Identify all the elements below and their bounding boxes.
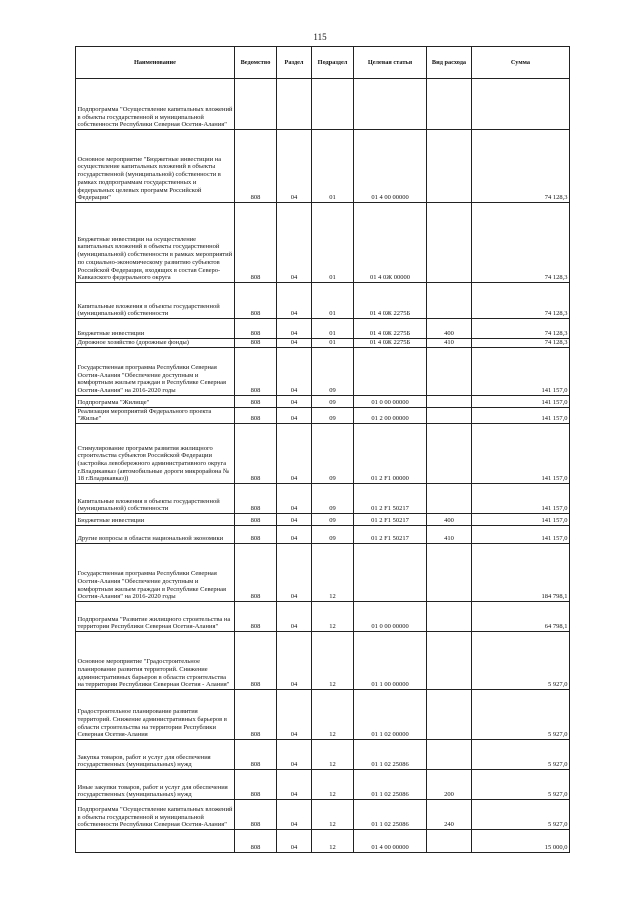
column-header-subsection: Подраздел (312, 47, 354, 79)
row-section-cell: 04 (277, 690, 312, 740)
table-row (76, 484, 570, 514)
row-sum-cell: 5 927,0 (472, 800, 570, 830)
row-subsection-cell: 12 (312, 690, 354, 740)
table-row (76, 514, 570, 526)
row-sum-cell (472, 79, 570, 130)
row-section-cell (277, 79, 312, 130)
row-name-cell: Градостроительное планирование развития территорий. Снижение административных барьеров в области строительства на территории Республики Северная Осетия-Алания (76, 690, 235, 740)
table-body (76, 79, 570, 853)
table-row (76, 800, 570, 830)
row-department-cell: 808 (235, 632, 277, 690)
row-sum-cell: 141 157,0 (472, 395, 570, 407)
row-name-cell (76, 830, 235, 853)
row-expense-type-cell (427, 79, 472, 130)
row-name-cell: Бюджетные инвестиции (76, 514, 235, 526)
row-subsection-cell: 01 (312, 130, 354, 203)
row-name-cell: Основное мероприятие "Бюджетные инвестиции на осуществление капитальных вложений в объекты государственной (муниципальной) собственности в рамках подпрограммам государственных и федеральных целевых программ Российской Федерации" (76, 130, 235, 203)
row-expense-type-cell: 240 (427, 800, 472, 830)
row-subsection-cell: 09 (312, 514, 354, 526)
row-sum-cell: 141 157,0 (472, 484, 570, 514)
row-sum-cell: 74 128,3 (472, 319, 570, 339)
row-department-cell: 808 (235, 395, 277, 407)
row-target-article-cell: 01 4 0Ж 2275Б (354, 319, 427, 339)
row-department-cell: 808 (235, 283, 277, 319)
table-row (76, 319, 570, 339)
row-name-cell: Закупка товаров, работ и услуг для обеспечения государственных (муниципальных) нужд (76, 740, 235, 770)
row-target-article-cell: 01 0 00 00000 (354, 395, 427, 407)
row-expense-type-cell (427, 407, 472, 423)
row-subsection-cell: 12 (312, 602, 354, 632)
row-sum-cell: 74 128,3 (472, 203, 570, 283)
row-department-cell: 808 (235, 514, 277, 526)
row-target-article-cell (354, 79, 427, 130)
row-subsection-cell (312, 79, 354, 130)
row-department-cell: 808 (235, 203, 277, 283)
column-header-expense-type: Вид расхода (427, 47, 472, 79)
row-target-article-cell: 01 2 F1 50217 (354, 514, 427, 526)
row-sum-cell: 141 157,0 (472, 526, 570, 544)
table-row (76, 79, 570, 130)
table-row (76, 830, 570, 853)
table-row (76, 203, 570, 283)
row-expense-type-cell (427, 283, 472, 319)
row-department-cell (235, 79, 277, 130)
table-header-row (76, 47, 570, 79)
table-row (76, 544, 570, 602)
row-sum-cell: 74 128,3 (472, 130, 570, 203)
row-section-cell: 04 (277, 770, 312, 800)
row-sum-cell: 5 927,0 (472, 690, 570, 740)
row-section-cell: 04 (277, 395, 312, 407)
row-department-cell: 808 (235, 130, 277, 203)
row-section-cell: 04 (277, 339, 312, 348)
row-department-cell: 808 (235, 347, 277, 395)
row-name-cell: Капитальные вложения в объекты государственной (муниципальной) собственности (76, 283, 235, 319)
row-target-article-cell: 01 4 0Ж 00000 (354, 203, 427, 283)
row-department-cell: 808 (235, 424, 277, 484)
row-section-cell: 04 (277, 347, 312, 395)
row-section-cell: 04 (277, 514, 312, 526)
row-subsection-cell: 12 (312, 544, 354, 602)
row-subsection-cell: 12 (312, 740, 354, 770)
row-expense-type-cell (427, 484, 472, 514)
row-subsection-cell: 01 (312, 339, 354, 348)
row-expense-type-cell (427, 740, 472, 770)
row-name-cell: Стимулирование программ развития жилищного строительства субъектов Российской Федерации (застройка левобережного административного округа г.Владикавказ (автомобильные дороги микрорайона № 18 г.Владикавказ)) (76, 424, 235, 484)
row-section-cell: 04 (277, 407, 312, 423)
row-section-cell: 04 (277, 602, 312, 632)
row-department-cell: 808 (235, 800, 277, 830)
row-target-article-cell: 01 2 00 00000 (354, 407, 427, 423)
row-subsection-cell: 12 (312, 632, 354, 690)
row-sum-cell: 5 927,0 (472, 770, 570, 800)
row-department-cell: 808 (235, 319, 277, 339)
row-target-article-cell: 01 1 00 00000 (354, 632, 427, 690)
row-subsection-cell: 09 (312, 407, 354, 423)
row-subsection-cell: 12 (312, 770, 354, 800)
row-expense-type-cell (427, 602, 472, 632)
row-section-cell: 04 (277, 484, 312, 514)
row-department-cell: 808 (235, 526, 277, 544)
row-sum-cell: 184 798,1 (472, 544, 570, 602)
row-department-cell: 808 (235, 544, 277, 602)
row-name-cell: Дорожное хозяйство (дорожные фонды) (76, 339, 235, 348)
row-target-article-cell: 01 4 00 00000 (354, 130, 427, 203)
row-target-article-cell: 01 1 02 25086 (354, 800, 427, 830)
row-target-article-cell: 01 2 F1 50217 (354, 484, 427, 514)
row-expense-type-cell (427, 544, 472, 602)
row-department-cell: 808 (235, 602, 277, 632)
row-sum-cell: 15 000,0 (472, 830, 570, 853)
row-expense-type-cell (427, 690, 472, 740)
row-sum-cell: 5 927,0 (472, 740, 570, 770)
row-expense-type-cell (427, 424, 472, 484)
row-name-cell: Подпрограмма "Осуществление капитальных вложений в объекты государственной и муниципальной собственности Республики Северная Осетия-Алания" (76, 79, 235, 130)
row-target-article-cell: 01 1 02 25086 (354, 740, 427, 770)
row-target-article-cell: 01 0 00 00000 (354, 602, 427, 632)
row-expense-type-cell: 400 (427, 319, 472, 339)
row-expense-type-cell: 200 (427, 770, 472, 800)
row-subsection-cell: 09 (312, 484, 354, 514)
row-sum-cell: 74 128,3 (472, 283, 570, 319)
table-row (76, 424, 570, 484)
row-target-article-cell: 01 2 F1 00000 (354, 424, 427, 484)
row-expense-type-cell (427, 395, 472, 407)
row-expense-type-cell (427, 632, 472, 690)
table-row (76, 347, 570, 395)
row-name-cell: Капитальные вложения в объекты государственной (муниципальной) собственности (76, 484, 235, 514)
row-department-cell: 808 (235, 484, 277, 514)
budget-table (75, 46, 570, 853)
row-sum-cell: 141 157,0 (472, 347, 570, 395)
row-department-cell: 808 (235, 339, 277, 348)
column-header-sum: Сумма (472, 47, 570, 79)
row-section-cell: 04 (277, 130, 312, 203)
row-section-cell: 04 (277, 544, 312, 602)
row-name-cell: Бюджетные инвестиции (76, 319, 235, 339)
row-sum-cell: 64 798,1 (472, 602, 570, 632)
row-target-article-cell (354, 347, 427, 395)
row-name-cell: Государственная программа Республики Северная Осетия-Алания "Обеспечение доступным и комфортным жильем граждан в Республике Северная Осетия-Алания" на 2016-2020 годы (76, 544, 235, 602)
row-section-cell: 04 (277, 319, 312, 339)
row-subsection-cell: 12 (312, 830, 354, 853)
page-number: 115 (313, 32, 327, 42)
row-sum-cell: 5 927,0 (472, 632, 570, 690)
table-row (76, 339, 570, 348)
row-subsection-cell: 09 (312, 347, 354, 395)
table-row (76, 395, 570, 407)
row-expense-type-cell (427, 203, 472, 283)
row-name-cell: Основное мероприятие "Градостроительное планирование развития территорий. Снижение административных барьеров в области строительства на территории Республики Северная Осетия - Алания" (76, 632, 235, 690)
row-section-cell: 04 (277, 424, 312, 484)
row-sum-cell: 141 157,0 (472, 424, 570, 484)
row-department-cell: 808 (235, 830, 277, 853)
row-target-article-cell (354, 544, 427, 602)
row-name-cell: Бюджетные инвестиции на осуществление капитальных вложений в объекты государственной (муниципальной) собственности в рамках мероприятий по социально-экономическому развитию субъектов Российской Федерации, входящих в состав Северо-Кавказского федерального округа (76, 203, 235, 283)
row-expense-type-cell (427, 347, 472, 395)
row-section-cell: 04 (277, 632, 312, 690)
row-section-cell: 04 (277, 526, 312, 544)
column-header-department: Ведомство (235, 47, 277, 79)
row-target-article-cell: 01 1 02 00000 (354, 690, 427, 740)
row-section-cell: 04 (277, 203, 312, 283)
row-sum-cell: 141 157,0 (472, 407, 570, 423)
row-section-cell: 04 (277, 740, 312, 770)
row-name-cell: Подпрограмма "Осуществление капитальных вложений в объекты государственной и муниципальной собственности Республики Северная Осетия-Алания" (76, 800, 235, 830)
row-subsection-cell: 01 (312, 203, 354, 283)
row-section-cell: 04 (277, 830, 312, 853)
row-name-cell: Иные закупки товаров, работ и услуг для обеспечения государственных (муниципальных) нужд (76, 770, 235, 800)
column-header-section: Раздел (277, 47, 312, 79)
row-expense-type-cell: 400 (427, 514, 472, 526)
row-subsection-cell: 01 (312, 319, 354, 339)
table-row (76, 690, 570, 740)
column-header-name: Наименование (76, 47, 235, 79)
row-section-cell: 04 (277, 283, 312, 319)
row-department-cell: 808 (235, 690, 277, 740)
row-subsection-cell: 09 (312, 526, 354, 544)
table-row (76, 407, 570, 423)
row-subsection-cell: 01 (312, 283, 354, 319)
row-target-article-cell: 01 4 0Ж 2275Б (354, 283, 427, 319)
row-sum-cell: 141 157,0 (472, 514, 570, 526)
row-name-cell: Подпрограмма "Развитие жилищного строительства на территории Республики Северная Осетия-Алания" (76, 602, 235, 632)
row-name-cell: Реализация мероприятий Федерального проекта "Жилье" (76, 407, 235, 423)
row-expense-type-cell (427, 130, 472, 203)
row-name-cell: Государственная программа Республики Северная Осетия-Алания "Обеспечение доступным и комфортным жильем граждан в Республике Северная Осетия-Алания" на 2016-2020 годы (76, 347, 235, 395)
row-subsection-cell: 09 (312, 395, 354, 407)
row-expense-type-cell: 410 (427, 526, 472, 544)
row-name-cell: Другие вопросы в области национальной экономики (76, 526, 235, 544)
table-row (76, 740, 570, 770)
table-row (76, 283, 570, 319)
row-department-cell: 808 (235, 740, 277, 770)
row-subsection-cell: 09 (312, 424, 354, 484)
row-target-article-cell: 01 1 02 25086 (354, 770, 427, 800)
row-target-article-cell: 01 2 F1 50217 (354, 526, 427, 544)
row-target-article-cell: 01 4 0Ж 2275Б (354, 339, 427, 348)
row-section-cell: 04 (277, 800, 312, 830)
row-target-article-cell: 01 4 00 00000 (354, 830, 427, 853)
row-name-cell: Подпрограмма "Жилище" (76, 395, 235, 407)
row-department-cell: 808 (235, 407, 277, 423)
table-row (76, 526, 570, 544)
table-row (76, 770, 570, 800)
row-sum-cell: 74 128,3 (472, 339, 570, 348)
column-header-target-article: Целевая статья (354, 47, 427, 79)
table-row (76, 602, 570, 632)
row-expense-type-cell (427, 830, 472, 853)
table-row (76, 130, 570, 203)
table-row (76, 632, 570, 690)
row-subsection-cell: 12 (312, 800, 354, 830)
row-expense-type-cell: 410 (427, 339, 472, 348)
row-department-cell: 808 (235, 770, 277, 800)
